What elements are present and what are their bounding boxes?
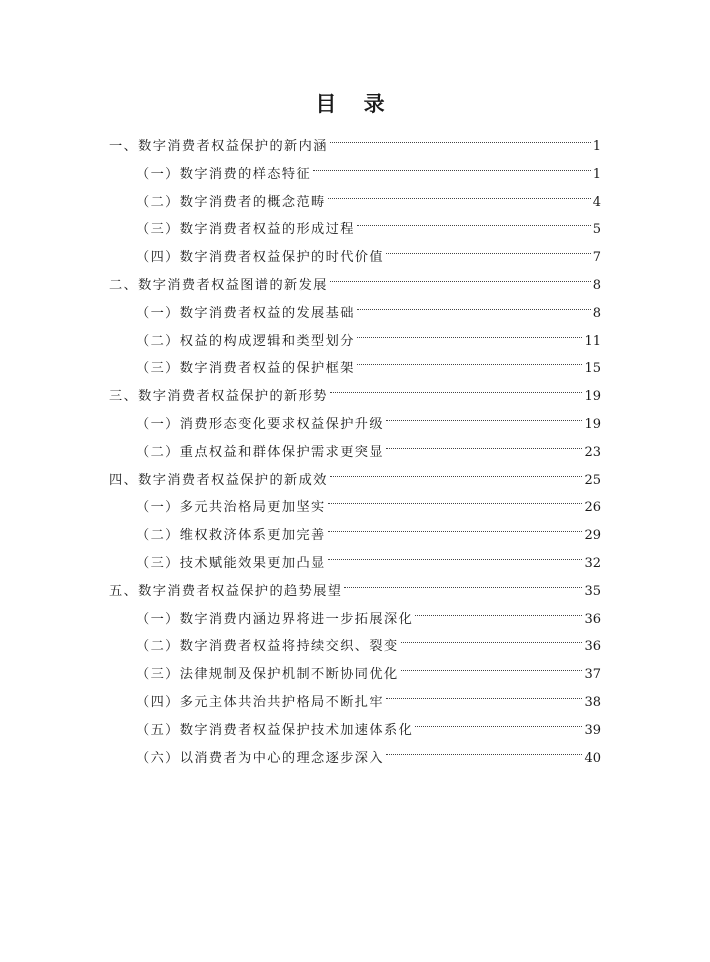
toc-entry-label: （一）多元共治格局更加坚实 bbox=[136, 500, 326, 516]
toc-entry-label: （二）数字消费者权益将持续交织、裂变 bbox=[136, 639, 399, 655]
toc-entry-label: （三）技术赋能效果更加凸显 bbox=[136, 556, 326, 571]
toc-section-entry bbox=[136, 541, 601, 571]
toc-page-number: 8 bbox=[592, 278, 601, 293]
dot-leader bbox=[401, 652, 583, 678]
toc-entry-label: （六）以消费者为中心的理念逐步深入 bbox=[136, 750, 384, 766]
toc-page-number: 32 bbox=[584, 556, 601, 571]
toc-page-number: 36 bbox=[584, 611, 601, 627]
toc-page-number: 4 bbox=[592, 194, 601, 210]
dot-leader bbox=[330, 458, 583, 484]
toc-page-number: 1 bbox=[592, 166, 601, 182]
toc-entry-label: （四）数字消费者权益保护的时代价值 bbox=[136, 250, 384, 266]
toc-entry-label: 四、数字消费者权益保护的新成效 bbox=[109, 472, 328, 488]
dot-leader bbox=[386, 736, 582, 762]
dot-leader bbox=[330, 374, 583, 400]
dot-leader bbox=[330, 263, 591, 289]
dot-leader bbox=[386, 430, 582, 456]
toc-page-number: 25 bbox=[584, 472, 601, 488]
dot-leader bbox=[401, 624, 583, 650]
toc-page-number: 35 bbox=[584, 583, 601, 599]
toc-chapter-entry bbox=[109, 263, 601, 293]
toc-page-number: 1 bbox=[592, 139, 601, 154]
toc-chapter-entry bbox=[109, 569, 601, 599]
toc-section-entry bbox=[136, 291, 601, 321]
toc-section-entry bbox=[136, 597, 601, 627]
toc-page-number: 36 bbox=[584, 639, 601, 655]
toc-section-entry bbox=[136, 207, 601, 238]
toc-title: 目 录 bbox=[315, 92, 395, 116]
dot-leader bbox=[357, 319, 583, 345]
toc-section-entry bbox=[136, 319, 601, 349]
toc-page-number: 29 bbox=[584, 528, 601, 544]
toc-entry-label: （五）数字消费者权益保护技术加速体系化 bbox=[136, 722, 414, 738]
toc-page-number: 8 bbox=[592, 305, 601, 321]
dot-leader bbox=[328, 541, 583, 567]
toc-chapter-entry bbox=[109, 458, 601, 488]
toc-section-entry bbox=[136, 402, 601, 432]
toc-entry-label: （一）消费形态变化要求权益保护升级 bbox=[136, 417, 384, 432]
toc-entry-label: （一）数字消费者权益的发展基础 bbox=[136, 305, 355, 321]
dot-leader bbox=[328, 485, 583, 511]
toc-section-entry bbox=[136, 624, 601, 655]
toc-section-entry bbox=[136, 652, 601, 683]
dot-leader bbox=[344, 569, 582, 595]
toc-entry-label: 三、数字消费者权益保护的新形势 bbox=[109, 389, 328, 405]
toc-entry-label: （一）数字消费内涵边界将进一步拓展深化 bbox=[136, 611, 414, 627]
toc-entry-label: （二）权益的构成逻辑和类型划分 bbox=[136, 333, 355, 349]
dot-leader bbox=[386, 402, 582, 428]
toc-entry-label: （三）数字消费者权益的保护框架 bbox=[136, 361, 355, 377]
toc-entry-label: 五、数字消费者权益保护的趋势展望 bbox=[109, 583, 343, 599]
toc-page-number: 19 bbox=[584, 417, 601, 432]
toc-section-entry bbox=[136, 485, 601, 516]
toc-section-entry bbox=[136, 180, 601, 210]
toc-entry-label: （二）维权救济体系更加完善 bbox=[136, 528, 326, 544]
toc-section-entry bbox=[136, 152, 601, 182]
toc-section-entry bbox=[136, 430, 601, 460]
toc-page-number: 11 bbox=[584, 333, 601, 349]
dot-leader bbox=[328, 180, 591, 206]
dot-leader bbox=[313, 152, 591, 178]
toc-chapter-entry bbox=[109, 374, 601, 405]
toc-entry-label: （三）法律规制及保护机制不断协同优化 bbox=[136, 667, 399, 683]
toc-page-number: 39 bbox=[584, 722, 601, 738]
toc-page-number: 26 bbox=[584, 500, 601, 516]
dot-leader bbox=[357, 291, 591, 317]
toc-chapter-entry bbox=[109, 124, 601, 154]
toc-entry-label: （二）数字消费者的概念范畴 bbox=[136, 194, 326, 210]
toc-entry-label: （一）数字消费的样态特征 bbox=[136, 166, 312, 182]
toc-entry-label: （四）多元主体共治共护格局不断扎牢 bbox=[136, 695, 384, 710]
dot-leader bbox=[386, 235, 591, 261]
toc-section-entry bbox=[136, 708, 601, 738]
toc-page-number: 7 bbox=[592, 250, 601, 266]
toc-section-entry bbox=[136, 736, 601, 766]
toc-section-entry bbox=[136, 680, 601, 710]
toc-entry-label: 二、数字消费者权益图谱的新发展 bbox=[109, 278, 328, 293]
toc-section-entry bbox=[136, 235, 601, 266]
toc-page-number: 23 bbox=[584, 444, 601, 460]
dot-leader bbox=[357, 346, 583, 372]
toc-entry-label: （三）数字消费者权益的形成过程 bbox=[136, 222, 355, 238]
toc-page-number: 40 bbox=[584, 750, 601, 766]
dot-leader bbox=[386, 680, 582, 706]
dot-leader bbox=[415, 708, 582, 734]
toc-section-entry bbox=[136, 346, 601, 377]
dot-leader bbox=[328, 513, 583, 539]
toc-page-number: 37 bbox=[584, 667, 601, 683]
toc-page-number: 15 bbox=[584, 361, 601, 377]
toc-entry-label: 一、数字消费者权益保护的新内涵 bbox=[109, 139, 328, 154]
toc-page-number: 19 bbox=[584, 389, 601, 405]
toc-page-number: 38 bbox=[584, 695, 601, 710]
dot-leader bbox=[330, 124, 591, 150]
toc-page-number: 5 bbox=[592, 222, 601, 238]
dot-leader bbox=[357, 207, 591, 233]
dot-leader bbox=[415, 597, 582, 623]
toc-section-entry bbox=[136, 513, 601, 544]
toc-entry-label: （二）重点权益和群体保护需求更突显 bbox=[136, 444, 384, 460]
